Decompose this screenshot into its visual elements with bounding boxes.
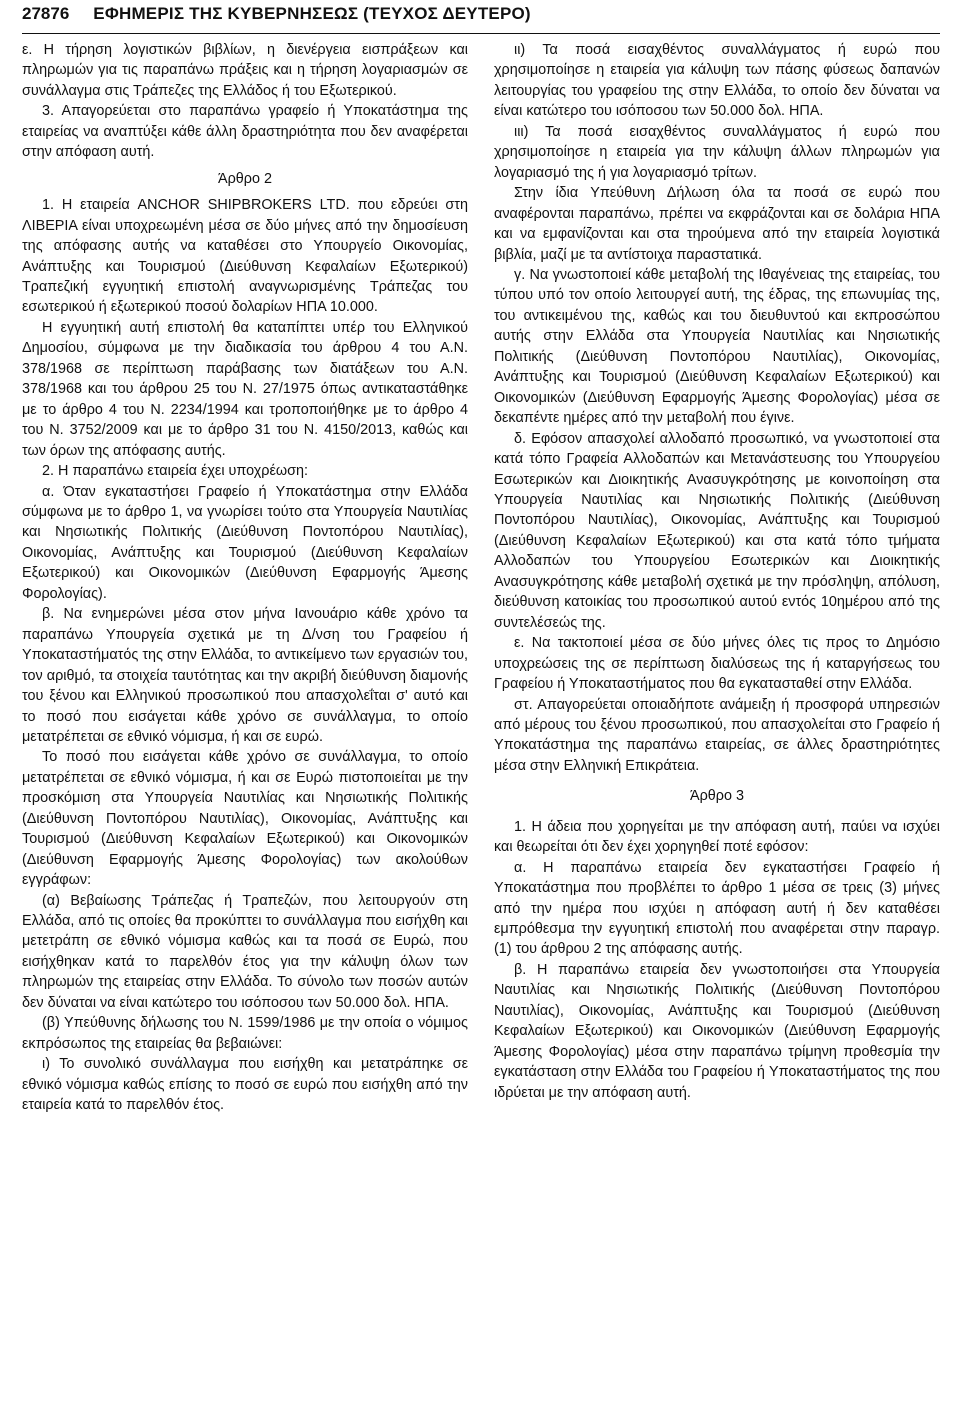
right-column (494, 40, 940, 1116)
paragraph: (α) Βεβαίωσης Τράπεζας ή Τραπεζών, που λειτουργούν στη Ελλάδα, από τις οποίες θα προκύπτει το συνάλλαγμα που εισήχθη και μετετράπη σε εθνικό νόμισμα καθώς και τα ποσά σε Ευρώ, που εισήχθηκαν κατά το παρελθόν έτος για την κάλυψη όλων των πληρωμών της εταιρείας στην Ελλάδα. Το σύνολο των ποσών αυτών δεν δύναται να είναι κατώτερο του ισόποσου των 50.000 δολ. ΗΠΑ. (22, 892, 468, 1011)
paragraph: 3. Απαγορεύεται στο παραπάνω γραφείο ή Υποκατάστημα της εταιρείας να αναπτύξει κάθε άλλη δραστηριότητα που δεν αναφέρεται στην απόφαση αυτή. (22, 103, 468, 161)
journal-title: ΕΦΗΜΕΡΙΣ ΤΗΣ ΚΥΒΕΡΝΗΣΕΩΣ (ΤΕΥΧΟΣ ΔΕΥΤΕΡΟ) (93, 4, 531, 23)
paragraph: 2. Η παραπάνω εταιρεία έχει υποχρέωση: (42, 463, 309, 480)
paragraph: γ. Να γνωστοποιεί κάθε μεταβολή της Ιθαγένειας της εταιρείας, του τύπου υπό τον οποίο λειτουργεί αυτή, της έδρας, της επωνυμίας της, του αντικειμένου της, καθώς και του διευθυντού και εκπροσώπου αυτής στην Ελλάδα στα Υπουργεία Ναυτιλίας και Νησιωτικής Πολιτικής (Διεύθυνση Ποντοπόρου Ναυτιλίας), Οικονομίας, Ανάπτυξης και Τουρισμού (Διεύθυνση Κεφαλαίων Εξωτερικού) και Οικονομικών (Διεύθυνση Εφαρμογής Άμεσης Φορολογίας) μέσα σε δεκαπέντε ημέρες από την μεταβολή που έγινε. (494, 266, 940, 427)
page-header (22, 0, 940, 34)
paragraph: Το ποσό που εισάγεται κάθε χρόνο σε συνάλλαγμα, το οποίο μετατρέπεται σε εθνικό νόμισμα, ή και σε Ευρώ πιστοποιείται με την προσκόμιση στα Υπουργεία Ναυτιλίας και Νησιωτικής Πολιτικής (Διεύθυνση Ποντοπόρου Ναυτιλίας), Οικονομίας, Ανάπτυξης και Τουρισμού (Διεύθυνση Κεφαλαίων Εξωτερικού) και Οικονομικών (Διεύθυνση Εφαρμογής Άμεσης Φορολογίας) των ακολούθων εγγράφων: (22, 749, 468, 889)
paragraph: ιιι) Τα ποσά εισαχθέντος συναλλάγματος ή ευρώ που χρησιμοποίησε η εταιρεία για την κάλυψη άλλων πληρωμών για λογαριασμό της ή για λογαριασμό τρίτων. (494, 123, 940, 181)
text-columns (22, 40, 940, 1116)
paragraph: Στην ίδια Υπεύθυνη Δήλωση όλα τα ποσά σε ευρώ που αναφέρονται παραπάνω, πρέπει να εκφράζονται και σε δολάρια ΗΠΑ και να εμφανίζονται και στα τηρούμενα από την εταιρεία λογιστικά βιβλία, μαζί με τα αντίστοιχα παραστατικά. (494, 185, 940, 263)
paragraph: στ. Απαγορεύεται οποιαδήποτε ανάμειξη ή προσφορά υπηρεσιών από μέρους του ξένου προσωπικού, που απασχολείται στο Γραφείο ή Υποκατάστημα της παραπάνω εταιρείας, σε άλλες δραστηριότητες μέσα στην Ελληνική Επικράτεια. (494, 696, 940, 774)
paragraph: ε. Η τήρηση λογιστικών βιβλίων, η διενέργεια εισπράξεων και πληρωμών για τις παραπάνω πράξεις και η τήρηση λογαριασμών σε συνάλλαγμα στις Τράπεζες της Ελλάδος ή του Εξωτερικού. (22, 42, 468, 99)
article-heading: Άρθρο 3 (690, 788, 744, 805)
left-column (22, 40, 468, 1116)
paragraph: 1. Η άδεια που χορηγείται με την απόφαση αυτή, παύει να ισχύει και θεωρείται ότι δεν έχει χορηγηθεί ποτέ εφόσον: (494, 818, 940, 856)
paragraph: ε. Να τακτοποιεί μέσα σε δύο μήνες όλες τις προς το Δημόσιο υποχρεώσεις της σε περίπτωση διαλύσεως της ή καταργήσεως του Γραφείου ή Υποκαταστήματος που θα εγκατασταθεί στην Ελλάδα. (494, 635, 940, 693)
page-number: 27876 (22, 4, 70, 23)
paragraph: α. Όταν εγκαταστήσει Γραφείο ή Υποκατάστημα στην Ελλάδα σύμφωνα με το άρθρο 1, να γνωρίσει τούτο στα Υπουργεία Ναυτιλίας και Νησιωτικής Πολιτικής (Διεύθυνση Ποντοπόρου Ναυτιλίας), Οικονομίας, Ανάπτυξης και Τουρισμού (Διεύθυνση Κεφαλαίων Εξωτερικού) και Οικονομικών (Διεύθυνση Εφαρμογής Άμεσης Φορολογίας). (22, 483, 468, 602)
paragraph: ι) Το συνολικό συνάλλαγμα που εισήχθη και μετατράπηκε σε εθνικό νόμισμα καθώς επίσης το ποσό σε ευρώ που εισήχθη από την εταιρεία κατά το παρελθόν έτος. (22, 1056, 468, 1114)
paragraph: ιι) Τα ποσά εισαχθέντος συναλλάγματος ή ευρώ που χρησιμοποίησε η εταιρεία για κάλυψη των πάσης φύσεως δαπανών λειτουργίας του γραφείου της στην Ελλάδα, το οποίο δεν δύναται να είναι κατώτερο του ισόποσου των 50.000 δολ. ΗΠΑ. (494, 42, 940, 120)
paragraph: α. Η παραπάνω εταιρεία δεν εγκαταστήσει Γραφείο ή Υποκατάστημα που προβλέπει το άρθρο 1 μέσα σε τρεις (3) μήνες από την ημέρα που ισχύει η απόφαση αυτή ή δεν καταθέσει εμπρόθεσμα την εγγυητική επιστολή που αναφέρεται στην παραγρ. (1) του άρθρου 2 της απόφασης αυτής. (494, 859, 940, 958)
paragraph: 1. Η εταιρεία ANCHOR SHIPBROKERS LTD. που εδρεύει στη ΛΙΒΕΡΙΑ είναι υποχρεωμένη μέσα σε δύο μήνες από την δημοσίευση της απόφασης αυτής να καταθέσει στο Υπουργείο Οικονομίας, Ανάπτυξης και Τουρισμού (Διεύθυνση Κεφαλαίων Εξωτερικού) Τραπεζική εγγυητική επιστολή αναγνωρισμένης Τράπεζας του εσωτερικού ή εξωτερικού ποσού δολαρίων ΗΠΑ 10.000. (22, 197, 468, 316)
paragraph: δ. Εφόσον απασχολεί αλλοδαπό προσωπικό, να γνωστοποιεί στα κατά τόπο Γραφεία Αλλοδαπών και Μετανάστευσης του Υπουργείου Εσωτερικών και Διοικητικής Ανασυγκρότησης με κοινοποίηση στα Υπουργεία Ναυτιλίας και Νησιωτικής Πολιτικής (Διεύθυνση Ποντοπόρου Ναυτιλίας), Οικονομίας, Ανάπτυξης και Τουρισμού (Διεύθυνση Κεφαλαίων Εξωτερικού) και στα κατά τόπο τμήματα Αλλοδαπών του Υπουργείου Εσωτερικών και Διοικητικής Ανασυγκρότησης κάθε μεταβολή σχετικά με την πρόσληψη, απόλυση, διεύθυνση κατοικίας του προσωπικού αυτού εντός 10ημέρου από της συντελέσεώς της. (494, 430, 940, 631)
article-heading: Άρθρο 2 (218, 170, 272, 187)
paragraph: β. Να ενημερώνει μέσα στον μήνα Ιανουάριο κάθε χρόνο τα παραπάνω Υπουργεία σχετικά με τη Δ/νση του Γραφείου ή Υποκαταστήματός της στην Ελλάδα, το αντικείμενο των εργασιών του, τον αριθμό, τα στοιχεία ταυτότητας και την ακριβή διεύθυνση διαμονής του ξένου και Ελληνικού προσωπικού που απασχολεΐται σ' αυτό και το ποσό που εισάγεται κάθε χρόνο σε συνάλλαγμα, το οποίο μετατρέπεται σε εθνικό νόμισμα, ή και σε ευρώ. (22, 606, 468, 745)
paragraph: β. Η παραπάνω εταιρεία δεν γνωστοποιήσει στα Υπουργεία Ναυτιλίας και Νησιωτικής Πολιτικής (Διεύθυνση Ποντοπόρου Ναυτιλίας), Οικονομίας, Ανάπτυξης και Τουρισμού (Διεύθυνση Κεφαλαίων Εξωτερικού) και Οικονομικών (Διεύθυνση Εφαρμογής Άμεσης Φορολογίας) μέσα στην παραπάνω τρίμηνη προθεσμία την εγκατάσταση στην Ελλάδα του Γραφείου ή Υποκαταστήματος της που ιδρύεται με την απόφαση αυτή. (494, 961, 940, 1101)
paragraph: Η εγγυητική αυτή επιστολή θα καταπίπτει υπέρ του Ελληνικού Δημοσίου, σύμφωνα με την διαδικασία του άρθρου 4 του Α.Ν. 378/1968 σε περίπτωση παράβασης των διατάξεων του Α.Ν. 378/1968 και του άρθρου 25 του Ν. 27/1975 όπως αντικαταστάθηκε με το άρθρο 4 του Ν. 2234/1994 και τροποποιήθηκε με το άρθρο 4 του Ν. 3752/2009 και με το άρθρο 31 του Ν. 4150/2013, καθώς και των όρων της απόφασης αυτής. (22, 319, 468, 459)
paragraph: (β) Υπεύθυνης δήλωσης του Ν. 1599/1986 με την οποία ο νόμιμος εκπρόσωπος της εταιρείας θα βεβαιώνει: (22, 1015, 468, 1052)
